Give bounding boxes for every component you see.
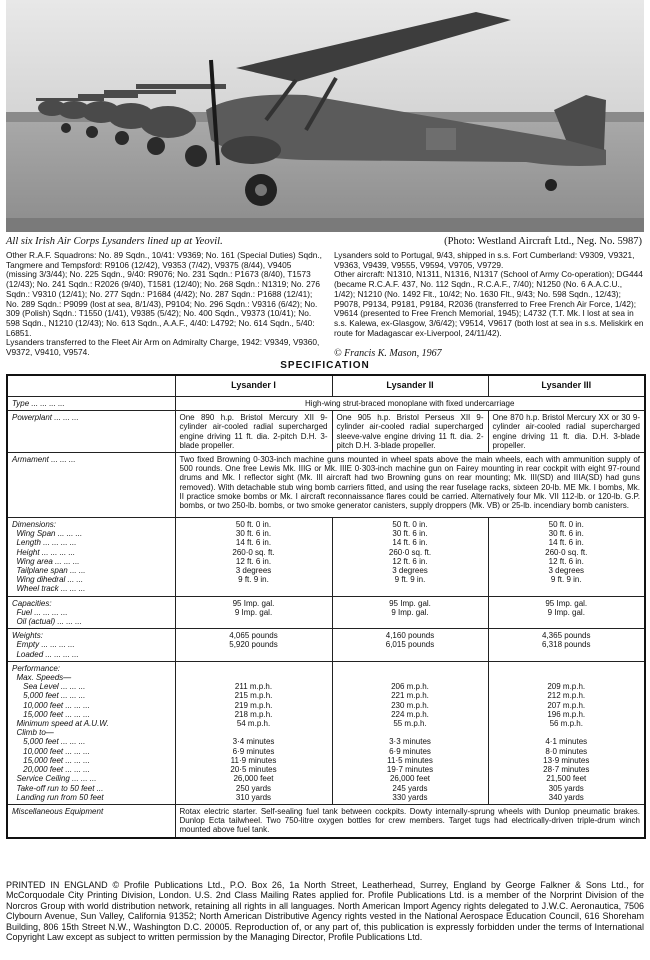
column-header: Lysander I [175,375,332,397]
table-row-weights [7,629,645,662]
table-row-dimensions [7,518,645,597]
aircraft-lineup-image [6,0,644,232]
header-blank [7,375,175,397]
notes-paragraph: Lysanders transferred to the Fleet Air Arm on Admiralty Charge, 1942: V9349, V9360, V9372, V9410, V9574. [6,337,320,358]
misc-cell: Rotax electric starter. Self-sealing fuel tank between cockpits. Dowty internally-sprung wheels with Dunlop pneumatic brakes. Dunlop Ecta tailwheel. Two 750-litre oxygen bottles for crew members. Target tugs had electrically-driven triple-drum winch mounted above fuel tank. [175,804,645,837]
dimensions-cell: 50 ft. 0 in. 30 ft. 6 in. 14 ft. 6 in. 260·0 sq. ft. 12 ft. 6 in. 3 degrees 9 ft. 9 in. [332,518,488,597]
performance-cell: 206 m.p.h. 221 m.p.h. 230 m.p.h. 224 m.p.h. 55 m.p.h. 3·3 minutes 6·9 minutes 11·5 minutes 19·7 minutes 26,000 feet 245 yards 330 yards [332,661,488,804]
row-label: Type ... ... ... ... [7,397,175,411]
performance-cell: 209 m.p.h. 212 m.p.h. 207 m.p.h. 196 m.p.h. 56 m.p.h. 4·1 minutes 8·0 minutes 13·9 minutes 28·7 minutes 21,500 feet 305 yards 340 yards [488,661,645,804]
dimensions-cell: 50 ft. 0 in. 30 ft. 6 in. 14 ft. 6 in. 260·0 sq. ft. 12 ft. 6 in. 3 degrees 9 ft. 9 in. [175,518,332,597]
column-header: Lysander II [332,375,488,397]
author-credit: © Francis K. Mason, 1967 [334,348,442,359]
row-label: Armament ... ... ... [7,453,175,518]
table-header-row [7,375,645,397]
table-row-armament [7,453,645,518]
notes-paragraph: Other aircraft: N1310, N1311, N1316, N1317 (School of Army Co-operation); DG444 (became R.C.A.F. 437, No. 112 Sqdn., R.C.A.F., 7/40); N1250 (No. 6 A.A.C.U., 1/42); N1210 (No. 1492 Flt., 10/42; No. 1630 Flt., 9/43; No. 598 Sqdn., 12/43); P9078, P9134, P9181, P9184, R2036 (transferred to Free French Air Force, 1/42); V9614 (presented to Free French Memorial, 1945); L4732 (T.T. Mk. I lost at sea in s.s. Kalewa, ex-Glasgow, 3/6/42); V9514, V9617 (both lost at sea in s.s. Meliskirk en route for Madagascar ex-Liverpool, 24/11/42). [334,269,644,338]
notes-left-column [6,251,324,358]
powerplant-cell: One 870 h.p. Bristol Mercury XX or 30 9-cylinder air-cooled radial supercharged engine driving 11 ft. dia. D.H. 3-blade propeller. [488,411,645,453]
table-row-capacities [7,596,645,629]
notes-paragraph: Lysanders sold to Portugal, 9/43, shipped in s.s. Fort Cumberland: V9309, V9321, V9363, V9439, V9555, V9594, V9705, V9729. [334,250,635,270]
type-value: High-wing strut-braced monoplane with fixed undercarriage [175,397,645,411]
row-label: Performance: Max. Speeds— Sea Level ... ... ... 5,000 feet ... ... ... 10,000 feet ... ... ... 15,000 feet ... ... ... Minimum speed at A.U.W. Climb to— 5,000 feet ... ... ... 10,000 feet ... ... ... 15,000 feet ... ... ... 20,000 feet ... ... ... Service Ceiling ... ... ... Take-off run to 50 feet ... Landing run from 50 feet [7,661,175,804]
row-label: Powerplant ... ... ... [7,411,175,453]
powerplant-cell: One 890 h.p. Bristol Mercury XII 9-cylinder air-cooled radial supercharged engine driving 11 ft. dia. 2-pitch D.H. 3-blade propeller. [175,411,332,453]
table-row-performance [7,661,645,804]
photo-caption: All six Irish Air Corps Lysanders lined up at Yeovil. [6,236,223,247]
notes-paragraph: Other R.A.F. Squadrons: No. 89 Sqdn., 10/41: V9369; No. 161 (Special Duties) Sqdn., Tangmere and Tempsford: R9106 (12/42), V9353 (7/42), V9375 (8/44), V9405 (missing 3/3/44); No. 225 Sqdn., 9/40: R9076; No. 231 Sqdn.: P1673 (8/40), T1573 (12/43); No. 241 Sqdn.: R2026 (9/40), T1581 (12/40); No. 268 Sqdn.: N1319; No. 276 Sqdn.: V9310 (12/41); No. 277 Sqdn.: P1684 (4/42); No. 287 Sqdn.: P1688 (12/41); No. 289 Sqdn.: P9099 (lost at sea, 8/1/43), P9104; No. 296 Sqdn.: V9316 (6/42); No. 309 (Polish) Sqdn.: T1550 (1/41), V9385 (5/42); No. 400 Sqdn., V9373 (10/41); No. 598 Sqdn., N1210 (12/43); No. 613 Sqdn., A.A.F., 4/40: L4792; No. 614 Sqdn., 5/40: L6851. [6,250,322,338]
row-label: Capacities: Fuel ... ... ... ... Oil (actual) ... ... ... [7,596,175,629]
photo-lysanders-lineup [6,0,644,232]
capacities-cell: 95 Imp. gal. 9 Imp. gal. [332,596,488,629]
publisher-footer: PRINTED IN ENGLAND © Profile Publications Ltd., P.O. Box 26, 1a North Street, Leatherhead, Surrey, England by George Falkner & Sons Ltd., for McCorquodale City Printing Division, London. U.S. 2nd Class Mailing Rates applied for. Profile Publications Ltd. is a member of the Norprint Division of the Norcros Group with world distribution network, retaining all rights in all languages. North American Import Agency rights delegated to J.W.C. Aeronautica, 7506 Clybourn Avenue, Sun Valley, California 91352; North American Distributive Agency rights vested in the National Aerospace Education Council, 616 Shoreham Building, 806 15th Street N.W., Washington D.C. 20005. Reproduction of, or any part of, this publication is expressly forbidden under the terms of International Copyright Law except as subject to written permission by the Managing Director, Profile Publications Ltd. [6,880,644,943]
row-label: Dimensions: Wing Span ... ... ... Length ... ... ... ... Height ... ... ... ... Wing area ... ... ... Tailplane span ... ... Wing dihedral ... ... Wheel track ... ... ... [7,518,175,597]
row-label: Miscellaneous Equipment [7,804,175,837]
table-row-type [7,397,645,411]
column-header: Lysander III [488,375,645,397]
spec-title: SPECIFICATION [280,360,370,371]
armament-cell: Two fixed Browning 0·303-inch machine guns mounted in wheel spats above the main wheels, each with ammunition supply of 500 rounds. One free Lewis Mk. IIIG or Mk. IIIE 0·303-inch machine gun on Fairey mounting in rear cockpit with eight 97-round drums and Mk. I reflector sight (Mk. III aircraft had two Browning guns on rear mounting; Mk. III(SD) and IIIA(SD) had guns removed). With detachable stub wing bomb carriers fitted, and using the rear fuselage racks, sixteen 20-lb. ME Mk. I bombs, Mk. II practice smoke bombs or Mk. I aircraft reconnaissance flares could be carried. Alternatively four Mk. VII 112-lb. or 120-lb. G.P. bombs, or two 250-lb. bombs, or two smoke generator canisters, supply droppers (Mk. VB) or 25-lb. incendiary bomb canisters. [175,453,645,518]
notes-right-column [334,251,644,338]
weights-cell: 4,160 pounds 6,015 pounds [332,629,488,662]
performance-cell: 211 m.p.h. 215 m.p.h. 219 m.p.h. 218 m.p.h. 54 m.p.h. 3·4 minutes 6·9 minutes 11·9 minutes 20·5 minutes 26,000 feet 250 yards 310 yards [175,661,332,804]
dimensions-cell: 50 ft. 0 in. 30 ft. 6 in. 14 ft. 6 in. 260·0 sq. ft. 12 ft. 6 in. 3 degrees 9 ft. 9 in. [488,518,645,597]
row-label: Weights: Empty ... ... ... ... Loaded ... ... ... ... [7,629,175,662]
capacities-cell: 95 Imp. gal. 9 Imp. gal. [175,596,332,629]
table-row-misc [7,804,645,837]
specification-table [6,374,646,839]
photo-credit: (Photo: Westland Aircraft Ltd., Neg. No. 5987) [444,236,642,247]
weights-cell: 4,365 pounds 6,318 pounds [488,629,645,662]
table-row-powerplant [7,411,645,453]
powerplant-cell: One 905 h.p. Bristol Perseus XII 9-cylinder air-cooled radial supercharged sleeve-valve engine driving 11 ft. dia. 2-pitch D.H. 3-blade propeller. [332,411,488,453]
capacities-cell: 95 Imp. gal. 9 Imp. gal. [488,596,645,629]
weights-cell: 4,065 pounds 5,920 pounds [175,629,332,662]
